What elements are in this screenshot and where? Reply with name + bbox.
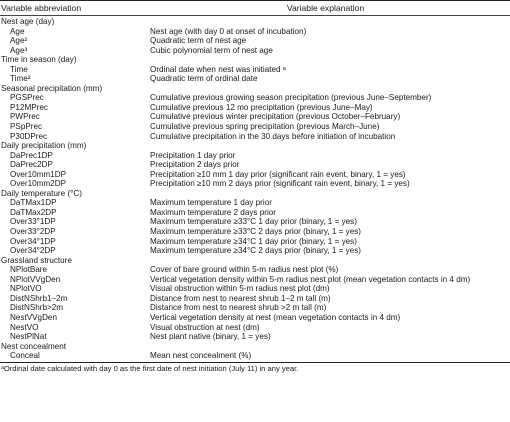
variable-abbreviation: Age² <box>10 36 28 46</box>
variable-abbreviation: Age <box>10 26 25 36</box>
variable-explanation: Maximum temperature ≥34°C 2 days prior (binary, 1 = yes) <box>150 246 361 256</box>
group-label: Nest age (day) <box>1 17 55 26</box>
table-body <box>0 16 510 361</box>
variable-abbreviation: DistNShrb>2m <box>10 303 64 313</box>
variable-explanation <box>140 55 510 65</box>
variable-explanation: Ordinal date when nest was initiated ᵃ <box>150 64 286 74</box>
variable-abbreviation: PWPrec <box>10 112 40 122</box>
variable-abbreviation: NestVO <box>10 322 39 332</box>
variable-explanation <box>140 17 510 27</box>
table-row <box>0 132 510 142</box>
table-row <box>0 112 510 122</box>
variable-explanation: Precipitation ≥10 mm 2 days prior (significant rain event, binary, 1 = yes) <box>150 179 410 189</box>
variable-explanation: Quadratic term of nest age <box>150 36 247 46</box>
variable-abbreviation: Conceal <box>10 351 40 361</box>
group-label: Time in season (day) <box>1 55 77 65</box>
table-footnote: ᵃOrdinal date calculated with day 0 as the first date of nest initiation (July 11) in any year. <box>1 363 299 373</box>
variable-abbreviation: Over33°1DP <box>10 217 56 227</box>
table-row <box>0 74 510 84</box>
variable-explanation: Cumulative previous 12 mo precipitation (previous June–May) <box>150 102 373 112</box>
variable-abbreviation: NPlotVO <box>10 284 42 294</box>
table-row <box>0 275 510 285</box>
variable-explanation: Mean nest concealment (%) <box>150 351 252 361</box>
variable-abbreviation: Time <box>10 64 28 74</box>
table-row <box>0 237 510 247</box>
variable-abbreviation: P12MPrec <box>10 102 48 112</box>
variable-explanation: Precipitation 1 day prior <box>150 150 236 160</box>
variable-explanation: Cumulative previous growing season precipitation (previous June–September) <box>150 93 432 103</box>
variable-abbreviation: DaPrec1DP <box>10 150 53 160</box>
variable-abbreviation: DaTMax1DP <box>10 198 57 208</box>
variable-explanation: Visual obstruction within 5-m radius nest plot (dm) <box>150 284 330 294</box>
variable-abbreviation: PSpPrec <box>10 122 43 132</box>
group-label: Daily precipitation (mm) <box>1 141 87 151</box>
variable-explanation: Cumulative previous winter precipitation (previous October–February) <box>150 112 401 122</box>
table-row <box>0 151 510 161</box>
variable-abbreviation: Over10mm1DP <box>10 169 66 179</box>
table-header <box>0 1 510 15</box>
variable-explanation: Nest age (with day 0 at onset of incubation) <box>150 26 307 36</box>
variable-explanation: Maximum temperature ≥33°C 2 days prior (binary, 1 = yes) <box>150 227 361 237</box>
table-row <box>0 313 510 323</box>
variable-explanation: Quadratic term of ordinal date <box>150 74 258 84</box>
variable-explanation: Cumulative precipitation in the 30 days before initiation of incubation <box>150 131 396 141</box>
variable-abbreviation: NPlotBare <box>10 265 48 275</box>
table-row <box>0 198 510 208</box>
table-row <box>0 65 510 75</box>
variable-abbreviation: Time² <box>10 74 31 84</box>
table-row <box>0 294 510 304</box>
variable-explanation: Precipitation ≥10 mm 1 day prior (significant rain event, binary, 1 = yes) <box>150 169 406 179</box>
group-label: Daily temperature (°C) <box>1 188 82 198</box>
variable-explanation: Distance from nest to nearest shrub 1–2 m tall (m) <box>150 293 331 303</box>
variable-explanation <box>140 256 510 266</box>
variable-explanation: Maximum temperature ≥33°C 1 day prior (binary, 1 = yes) <box>150 217 357 227</box>
table-group-row <box>0 256 510 266</box>
table-row <box>0 351 510 361</box>
variable-explanation: Maximum temperature 1 day prior <box>150 198 272 208</box>
table-group-row <box>0 17 510 27</box>
variable-abbreviation: P30DPrec <box>10 131 48 141</box>
table-row <box>0 170 510 180</box>
variable-abbreviation: Over10mm2DP <box>10 179 66 189</box>
variable-abbreviation: DaPrec2DP <box>10 160 53 170</box>
variable-explanation <box>140 141 510 151</box>
variable-explanation: Vertical vegetation density within 5-m radius nest plot (mean vegetation contacts in 4 dm) <box>150 274 471 284</box>
variable-explanation <box>140 189 510 199</box>
table-row <box>0 323 510 333</box>
variable-explanation: Cubic polynomial term of nest age <box>150 45 273 55</box>
variable-abbreviation: NPlotVVgDen <box>10 274 61 284</box>
variable-abbreviation: Age³ <box>10 45 28 55</box>
group-label: Seasonal precipitation (mm) <box>1 83 103 93</box>
variable-explanation: Distance from nest to nearest shrub >2 m tall (m) <box>150 303 327 313</box>
variable-abbreviation: Over34°2DP <box>10 246 56 256</box>
variable-explanation: Precipitation 2 days prior <box>150 160 240 170</box>
table-row <box>0 46 510 56</box>
table-group-row <box>0 84 510 94</box>
variable-explanation: Maximum temperature ≥34°C 1 day prior (binary, 1 = yes) <box>150 236 357 246</box>
table-row <box>0 246 510 256</box>
variable-abbreviation: DistNShrb1–2m <box>10 293 68 303</box>
variable-explanation: Vertical vegetation density at nest (mean vegetation contacts in 4 dm) <box>150 312 401 322</box>
table-row <box>0 208 510 218</box>
table-row <box>0 284 510 294</box>
table-row <box>0 217 510 227</box>
table-group-row <box>0 141 510 151</box>
table-row <box>0 36 510 46</box>
header-explanation: Variable explanation <box>286 3 365 13</box>
table-row <box>0 27 510 37</box>
variable-abbreviation: NestVVgDen <box>10 312 57 322</box>
table-group-row <box>0 342 510 352</box>
variable-explanation: Cover of bare ground within 5-m radius nest plot (%) <box>150 265 339 275</box>
table-row <box>0 122 510 132</box>
variable-abbreviation: Over33°2DP <box>10 227 56 237</box>
variable-explanation: Nest plant native (binary, 1 = yes) <box>150 332 271 342</box>
variable-explanation: Visual obstruction at nest (dm) <box>150 322 260 332</box>
table-group-row <box>0 55 510 65</box>
variable-abbreviation: Over34°1DP <box>10 236 56 246</box>
table-row <box>0 332 510 342</box>
table-row <box>0 160 510 170</box>
table-row <box>0 265 510 275</box>
variable-explanation <box>140 342 510 352</box>
table-row <box>0 227 510 237</box>
variable-explanation: Cumulative previous spring precipitation (previous March–June) <box>150 122 380 132</box>
table-row <box>0 93 510 103</box>
table-group-row <box>0 189 510 199</box>
group-label: Nest concealment <box>1 341 67 351</box>
table-row <box>0 179 510 189</box>
variable-explanation <box>140 84 510 94</box>
group-label: Grassland structure <box>1 255 72 265</box>
variable-explanation: Maximum temperature 2 days prior <box>150 207 276 217</box>
table-row <box>0 303 510 313</box>
header-abbreviation: Variable abbreviation <box>1 3 82 13</box>
variable-abbreviation: NestPlNat <box>10 332 47 342</box>
variable-abbreviation: PGSPrec <box>10 93 44 103</box>
variable-abbreviation: DaTMax2DP <box>10 207 57 217</box>
table-row <box>0 103 510 113</box>
